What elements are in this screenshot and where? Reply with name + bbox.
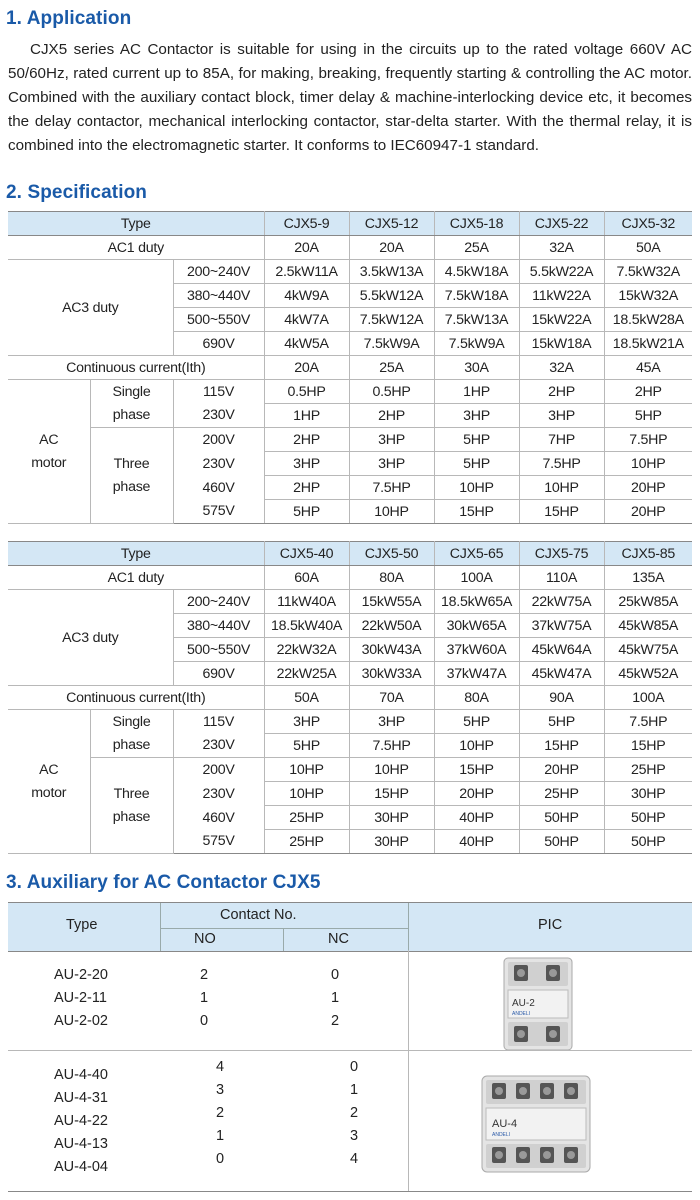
table-cell: 15HP (519, 734, 604, 758)
table-cell: 3HP (264, 710, 349, 734)
auxiliary-table (8, 902, 692, 1192)
three-phase-label (90, 758, 173, 854)
table-cell: 7.5kW12A (349, 308, 434, 332)
voltage-label: 460V (173, 806, 264, 830)
table-row (8, 590, 692, 614)
table-cell: 7.5kW18A (434, 284, 519, 308)
voltage-label: 230V (173, 734, 264, 758)
table-cell: 15HP (604, 734, 692, 758)
list-item: 2 (331, 1013, 340, 1029)
section-title: Specification (27, 182, 147, 203)
list-item: 2 (350, 1105, 359, 1121)
model-header: CJX5-40 (264, 542, 349, 566)
voltage-label: 115V (173, 710, 264, 734)
list-item: AU-4-22 (54, 1113, 108, 1129)
table-cell: 4kW7A (264, 308, 349, 332)
table-cell: 15HP (434, 500, 519, 524)
ac-label: AC (39, 431, 59, 448)
table-cell: 80A (434, 686, 519, 710)
application-paragraph: CJX5 series AC Contactor is suitable for using in the circuits up to the rated voltage 660V AC 50/60Hz, rated current up to 85A, for making, breaking, frequently starting & controlling the AC motor. Combined with the auxiliary contact block, timer delay & machine-interlocking device etc, it becomes the delay contactor, mechanical interlocking contactor, star-delta starter. With the thermal relay, it is combined into the electromagnetic starter. It conforms to IEC60947-1 standard. (8, 41, 692, 154)
table-cell: 70A (349, 686, 434, 710)
table-cell: 15HP (434, 758, 519, 782)
motor-label: motor (31, 454, 67, 471)
table-cell: 50HP (519, 806, 604, 830)
table-cell: 3HP (264, 452, 349, 476)
table-cell: 45kW64A (519, 638, 604, 662)
table-cell: 4kW9A (264, 284, 349, 308)
three-label: Three (113, 455, 150, 472)
table-row (8, 428, 692, 452)
voltage-label: 500~550V (173, 308, 264, 332)
table-cell: 20HP (604, 500, 692, 524)
table-cell: 45A (604, 356, 692, 380)
table-cell: 5.5kW22A (519, 260, 604, 284)
table-cell: 3HP (349, 710, 434, 734)
pic-header: PIC (538, 917, 563, 933)
table-cell: 5HP (434, 710, 519, 734)
ac-label: AC (39, 761, 59, 778)
table-cell: 3HP (349, 428, 434, 452)
table-cell: 7.5kW9A (434, 332, 519, 356)
table-cell: 32A (519, 356, 604, 380)
list-item: AU-2-02 (54, 1013, 108, 1029)
table-cell: 2.5kW11A (264, 260, 349, 284)
list-item: 1 (350, 1082, 359, 1098)
model-header: CJX5-85 (604, 542, 692, 566)
table-cell: 20A (264, 236, 349, 260)
table-row (8, 380, 692, 404)
table-cell: 5HP (434, 452, 519, 476)
section-number: 1. (6, 8, 23, 29)
table-cell: 7.5kW32A (604, 260, 692, 284)
model-header: CJX5-9 (264, 212, 349, 236)
table-cell: 0.5HP (349, 380, 434, 404)
table-cell: 3HP (434, 404, 519, 428)
type-header: Type (8, 212, 264, 236)
table-cell: 5HP (264, 500, 349, 524)
group1-types (54, 964, 108, 1033)
table-cell: 10HP (604, 452, 692, 476)
table-cell: 25A (434, 236, 519, 260)
table-cell: 2HP (349, 404, 434, 428)
voltage-label: 575V (173, 500, 264, 524)
table-cell: 30HP (349, 830, 434, 854)
list-item: 2 (216, 1105, 225, 1121)
au-2-brand: ANDELI (512, 1011, 531, 1017)
ac1-label: AC1 duty (8, 566, 264, 590)
table-cell: 1HP (264, 404, 349, 428)
three-label: Three (113, 785, 150, 802)
voltage-label: 230V (173, 404, 264, 428)
au-4-contact-block-image (476, 1072, 596, 1176)
table-row (8, 710, 692, 734)
table-cell: 7.5HP (519, 452, 604, 476)
model-header: CJX5-18 (434, 212, 519, 236)
list-item: 0 (331, 967, 340, 983)
voltage-label: 575V (173, 830, 264, 854)
list-item: 3 (350, 1128, 359, 1144)
table-cell: 30kW65A (434, 614, 519, 638)
table-cell: 25HP (604, 758, 692, 782)
section-title: Auxiliary for AC Contactor CJX5 (26, 872, 321, 893)
table-cell: 11kW40A (264, 590, 349, 614)
nc-header: NC (328, 931, 349, 947)
list-item: AU-4-31 (54, 1090, 108, 1106)
table-cell: 15kW22A (519, 308, 604, 332)
voltage-label: 380~440V (173, 284, 264, 308)
contact-no-header: Contact No. (220, 907, 297, 923)
table-cell: 20HP (604, 476, 692, 500)
table-cell: 5HP (604, 404, 692, 428)
continuous-current-label: Continuous current(Ith) (8, 356, 264, 380)
table-cell: 80A (349, 566, 434, 590)
table-cell: 0.5HP (264, 380, 349, 404)
table-cell: 7.5HP (604, 710, 692, 734)
table-cell: 37kW75A (519, 614, 604, 638)
table-row (8, 758, 692, 782)
list-item: 0 (200, 1013, 209, 1029)
three-phase-label (90, 428, 173, 524)
table-cell: 40HP (434, 830, 519, 854)
table-row (8, 686, 692, 710)
group2-no (216, 1056, 224, 1171)
table-cell: 5HP (519, 710, 604, 734)
table-cell: 10HP (349, 758, 434, 782)
table-row (8, 236, 692, 260)
voltage-label: 115V (173, 380, 264, 404)
table-cell: 100A (434, 566, 519, 590)
continuous-current-label: Continuous current(Ith) (8, 686, 264, 710)
table-cell: 22kW75A (519, 590, 604, 614)
header-row (8, 212, 692, 236)
table-cell: 7.5kW9A (349, 332, 434, 356)
table-cell: 7.5HP (349, 476, 434, 500)
list-item: 1 (331, 990, 340, 1006)
section-title: Application (26, 8, 132, 29)
table-cell: 25HP (519, 782, 604, 806)
table-cell: 5HP (264, 734, 349, 758)
phase-label: phase (112, 406, 151, 423)
table-cell: 2HP (264, 428, 349, 452)
spec-table-2 (8, 541, 692, 854)
no-header: NO (194, 931, 216, 947)
table-row (8, 356, 692, 380)
model-header: CJX5-65 (434, 542, 519, 566)
list-item: 4 (350, 1151, 359, 1167)
single-phase-label (90, 380, 173, 428)
phase-label: phase (112, 736, 151, 753)
table-cell: 25HP (264, 830, 349, 854)
au-4-brand: ANDELI (492, 1132, 511, 1138)
table-cell: 60A (264, 566, 349, 590)
list-item: 2 (200, 967, 209, 983)
header-row (8, 542, 692, 566)
model-header: CJX5-50 (349, 542, 434, 566)
table-row (8, 566, 692, 590)
table-cell: 90A (519, 686, 604, 710)
table-cell: 50HP (519, 830, 604, 854)
single-label: Single (112, 713, 151, 730)
table-cell: 30A (434, 356, 519, 380)
table-cell: 22kW25A (264, 662, 349, 686)
table-cell: 18.5kW40A (264, 614, 349, 638)
au-4-label: AU-4 (492, 1118, 518, 1130)
table-cell: 18.5kW65A (434, 590, 519, 614)
table-cell: 1HP (434, 380, 519, 404)
table-cell: 40HP (434, 806, 519, 830)
table-cell: 22kW50A (349, 614, 434, 638)
list-item: AU-4-40 (54, 1067, 108, 1083)
phase-label: phase (112, 808, 151, 825)
group1-no (200, 964, 208, 1033)
voltage-label: 200V (173, 758, 264, 782)
group1-nc (331, 964, 339, 1033)
table-cell: 2HP (519, 380, 604, 404)
table-cell: 10HP (264, 758, 349, 782)
table-cell: 15kW32A (604, 284, 692, 308)
table-cell: 2HP (264, 476, 349, 500)
list-item: 0 (350, 1059, 359, 1075)
ac-motor-label (8, 710, 90, 854)
table-cell: 50A (604, 236, 692, 260)
voltage-label: 230V (173, 782, 264, 806)
table-cell: 15kW18A (519, 332, 604, 356)
voltage-label: 690V (173, 662, 264, 686)
table-cell: 20HP (434, 782, 519, 806)
table-cell: 4kW5A (264, 332, 349, 356)
table-cell: 3HP (349, 452, 434, 476)
section-number: 3. (6, 872, 23, 893)
type-header: Type (8, 542, 264, 566)
table-cell: 10HP (519, 476, 604, 500)
table-cell: 45kW85A (604, 614, 692, 638)
list-item: 3 (216, 1082, 225, 1098)
voltage-label: 500~550V (173, 638, 264, 662)
section-number: 2. (6, 182, 23, 203)
table-cell: 45kW75A (604, 638, 692, 662)
au-2-contact-block-image (498, 956, 578, 1052)
table-cell: 30HP (604, 782, 692, 806)
list-item: AU-4-04 (54, 1159, 108, 1175)
auxiliary-table-header (8, 902, 692, 952)
table-cell: 7.5HP (604, 428, 692, 452)
table-cell: 30kW33A (349, 662, 434, 686)
table-cell: 135A (604, 566, 692, 590)
ac1-label: AC1 duty (8, 236, 264, 260)
table-cell: 2HP (604, 380, 692, 404)
table-cell: 20HP (519, 758, 604, 782)
voltage-label: 690V (173, 332, 264, 356)
table-cell: 110A (519, 566, 604, 590)
model-header: CJX5-75 (519, 542, 604, 566)
table-cell: 20A (349, 236, 434, 260)
table-cell: 10HP (434, 734, 519, 758)
table-cell: 18.5kW21A (604, 332, 692, 356)
table-cell: 50HP (604, 830, 692, 854)
table-cell: 3.5kW13A (349, 260, 434, 284)
model-header: CJX5-32 (604, 212, 692, 236)
table-cell: 5HP (434, 428, 519, 452)
table-cell: 20A (264, 356, 349, 380)
list-item: 1 (200, 990, 209, 1006)
motor-label: motor (31, 784, 67, 801)
specification-heading (6, 182, 147, 204)
table-cell: 100A (604, 686, 692, 710)
table-cell: 22kW32A (264, 638, 349, 662)
auxiliary-heading (6, 872, 321, 894)
model-header: CJX5-22 (519, 212, 604, 236)
single-label: Single (112, 383, 151, 400)
list-item: AU-2-11 (54, 990, 107, 1006)
table-cell: 25A (349, 356, 434, 380)
voltage-label: 200~240V (173, 590, 264, 614)
table-cell: 50HP (604, 806, 692, 830)
list-item: 1 (216, 1128, 225, 1144)
table-cell: 37kW47A (434, 662, 519, 686)
table-cell: 10HP (264, 782, 349, 806)
table-cell: 3HP (519, 404, 604, 428)
type-header: Type (66, 917, 98, 933)
table-cell: 25kW85A (604, 590, 692, 614)
table-cell: 7HP (519, 428, 604, 452)
table-cell: 45kW52A (604, 662, 692, 686)
list-item: AU-2-20 (54, 967, 108, 983)
phase-label: phase (112, 478, 151, 495)
ac3-label: AC3 duty (8, 260, 173, 356)
au-2-label: AU-2 (512, 998, 535, 1009)
spec-table-1 (8, 211, 692, 524)
group2-nc (350, 1056, 358, 1171)
model-header: CJX5-12 (349, 212, 434, 236)
voltage-label: 460V (173, 476, 264, 500)
table-cell: 50A (264, 686, 349, 710)
voltage-label: 380~440V (173, 614, 264, 638)
table-cell: 10HP (349, 500, 434, 524)
application-heading (6, 8, 131, 30)
list-item: 0 (216, 1151, 225, 1167)
table-cell: 32A (519, 236, 604, 260)
table-cell: 10HP (434, 476, 519, 500)
single-phase-label (90, 710, 173, 758)
table-cell: 11kW22A (519, 284, 604, 308)
table-cell: 30kW43A (349, 638, 434, 662)
table-cell: 7.5kW13A (434, 308, 519, 332)
table-cell: 15HP (519, 500, 604, 524)
table-cell: 7.5HP (349, 734, 434, 758)
table-cell: 25HP (264, 806, 349, 830)
table-cell: 37kW60A (434, 638, 519, 662)
table-cell: 15kW55A (349, 590, 434, 614)
table-cell: 18.5kW28A (604, 308, 692, 332)
table-cell: 4.5kW18A (434, 260, 519, 284)
list-item: 4 (216, 1059, 225, 1075)
group2-types (54, 1064, 108, 1179)
voltage-label: 200~240V (173, 260, 264, 284)
table-cell: 30HP (349, 806, 434, 830)
table-row (8, 260, 692, 284)
list-item: AU-4-13 (54, 1136, 108, 1152)
table-cell: 45kW47A (519, 662, 604, 686)
ac3-label: AC3 duty (8, 590, 173, 686)
voltage-label: 200V (173, 428, 264, 452)
ac-motor-label (8, 380, 90, 524)
voltage-label: 230V (173, 452, 264, 476)
table-cell: 5.5kW12A (349, 284, 434, 308)
table-cell: 15HP (349, 782, 434, 806)
